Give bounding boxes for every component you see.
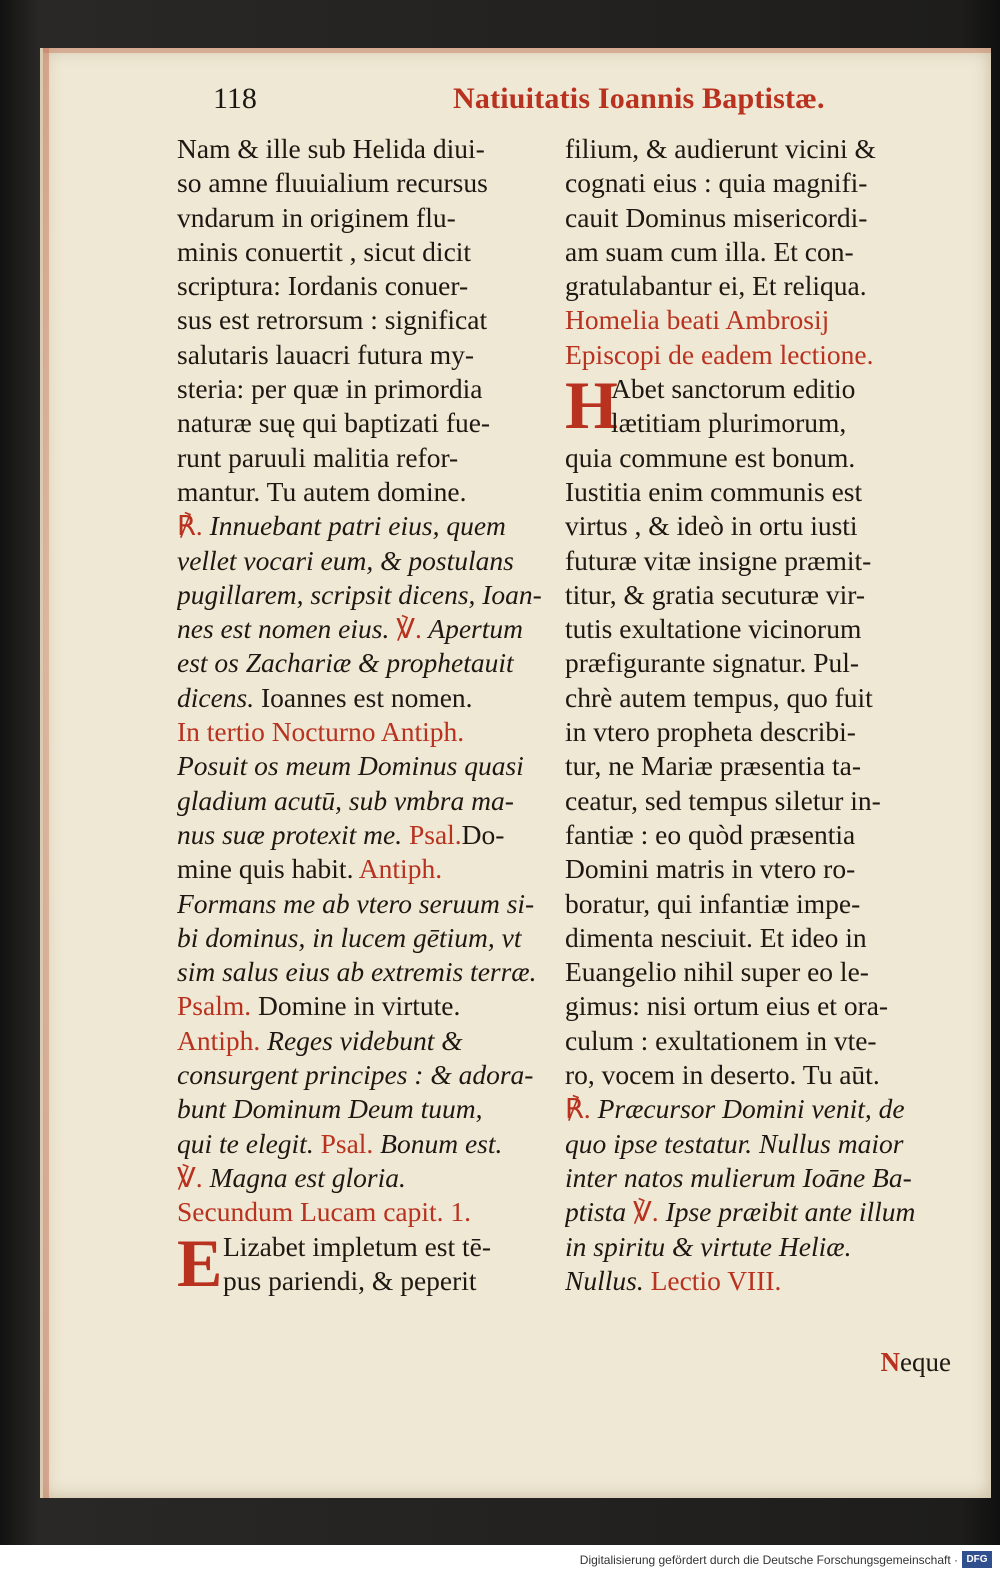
text-line	[177, 475, 549, 509]
line-text: Domine in virtute.	[251, 990, 461, 1022]
text-line	[177, 715, 549, 749]
text-line	[177, 201, 549, 235]
catchword	[881, 1347, 951, 1378]
text-line	[565, 1230, 945, 1264]
italic-text: Reges videbunt &	[260, 1024, 463, 1056]
line-text: minis conuertit , sicut dicit	[177, 235, 472, 267]
line-text: gratulabantur ei, Et reliqua.	[565, 270, 867, 302]
rubric: Psal.	[313, 1127, 374, 1159]
text-line	[565, 646, 945, 680]
line-text: cauit Dominus misericordi-	[565, 201, 868, 233]
line-text: Euangelio nihil super eo le-	[565, 956, 869, 988]
line-text: so amne fluuialium recursus	[177, 167, 488, 199]
left-text-column	[177, 132, 549, 1301]
text-line	[565, 989, 945, 1023]
text-line	[565, 441, 945, 475]
text-line	[177, 441, 549, 475]
italic-text: Formans me ab vtero seruum si-	[177, 887, 535, 919]
text-line	[565, 475, 945, 509]
italic-text: Nullus.	[565, 1264, 644, 1296]
line-text: in vtero propheta describi-	[565, 716, 856, 748]
line-text: gimus: nisi ortum eius et ora-	[565, 990, 889, 1022]
line-text: vndarum in originem flu-	[177, 201, 456, 233]
line-text: fantiæ : eo quòd præsentia	[565, 818, 856, 850]
line-text: præfigurante signatur. Pul-	[565, 647, 860, 679]
line-text: Nam & ille sub Helida diui-	[177, 133, 485, 164]
italic-text: pugillarem, scripsit dicens, Ioan-	[177, 578, 542, 610]
italic-text: bunt Dominum Deum tuum,	[177, 1093, 483, 1125]
right-text-column	[565, 132, 945, 1298]
italic-text: inter natos mulierum Ioāne Ba-	[565, 1161, 912, 1193]
text-line	[565, 887, 945, 921]
text-line	[565, 715, 945, 749]
text-line	[177, 646, 549, 680]
text-line: pus pariendi, & peperit	[223, 1264, 477, 1296]
text-line	[177, 681, 549, 715]
text-line	[177, 818, 549, 852]
line-text: naturæ suę qui baptizati fue-	[177, 407, 491, 439]
dfg-logo-icon: DFG	[962, 1551, 992, 1568]
rubric: Antiph.	[353, 853, 443, 885]
line-text: mantur. Tu autem domine.	[177, 475, 467, 507]
text-line	[565, 578, 945, 612]
text-line	[177, 303, 549, 337]
text-line	[565, 681, 945, 715]
italic-text: gladium acutū, sub vmbra ma-	[177, 784, 514, 816]
text-line	[565, 544, 945, 578]
italic-text: Præcursor Domini venit, de	[590, 1093, 905, 1125]
text-line	[177, 132, 549, 166]
italic-text: vellet vocari eum, & postulans	[177, 544, 514, 576]
italic-text: in spiritu & virtute Heliæ.	[565, 1230, 852, 1262]
italic-text: quo ipse testatur. Nullus maior	[565, 1127, 904, 1159]
initial-block	[565, 367, 945, 444]
text-line: lætitiam plurimorum,	[611, 407, 847, 439]
line-text: chrè autem tempus, quo fuit	[565, 681, 873, 713]
text-line	[565, 269, 945, 303]
line-text: titur, & gratia secuturæ vir-	[565, 578, 866, 610]
text-line	[177, 955, 549, 989]
line-text: ro, vocem in deserto. Tu aūt.	[565, 1059, 880, 1091]
catchword-rest: eque	[900, 1347, 951, 1377]
line-text: steria: per quæ in primordia	[177, 373, 483, 405]
text-line	[565, 1092, 945, 1126]
italic-text: bi dominus, in lucem gētium, vt	[177, 921, 522, 953]
text-line	[177, 544, 549, 578]
text-line	[565, 235, 945, 269]
line-text: mine quis habit.	[177, 853, 354, 885]
text-line	[177, 852, 549, 886]
text-line	[177, 406, 549, 440]
line-text: tutis exultatione vicinorum	[565, 613, 862, 645]
text-line	[565, 749, 945, 783]
book-page	[40, 48, 991, 1498]
text-line	[177, 372, 549, 406]
text-line	[565, 201, 945, 235]
text-line	[565, 1264, 945, 1298]
text-line	[565, 166, 945, 200]
line-text: Ioannes est nomen.	[254, 681, 473, 713]
text-line	[565, 338, 945, 372]
italic-text: Ipse præibit ante illum	[658, 1196, 916, 1228]
initial-block	[177, 1224, 549, 1301]
text-line	[177, 784, 549, 818]
text-line	[177, 338, 549, 372]
page-number: 118	[213, 82, 257, 115]
rubric: Episcopi de eadem lectione.	[565, 338, 874, 370]
line-text: am suam cum illa. Et con-	[565, 235, 854, 267]
text-line	[565, 784, 945, 818]
line-text: virtus , & ideò in ortu iusti	[565, 510, 858, 542]
text-line	[565, 921, 945, 955]
rubric: ℣.	[626, 1196, 659, 1228]
line-text: scriptura: Iordanis conuer-	[177, 270, 469, 302]
text-line	[565, 955, 945, 989]
digitization-footer	[0, 1545, 1000, 1575]
line-text: sus est retrorsum : significat	[177, 304, 488, 336]
italic-text: sim salus eius ab extremis terræ.	[177, 956, 537, 988]
decorated-initial: E	[177, 1224, 223, 1301]
text-line	[177, 989, 549, 1023]
rubric: ℟.	[177, 510, 203, 542]
text-line	[177, 1024, 549, 1058]
text-line	[565, 1058, 945, 1092]
rubric: ℟.	[565, 1093, 591, 1125]
italic-text: dicens.	[177, 681, 255, 713]
decorated-initial: H	[565, 367, 618, 444]
text-line	[177, 578, 549, 612]
rubric: ℣.	[389, 613, 422, 645]
line-text: Domini matris in vtero ro-	[565, 853, 856, 885]
text-line	[565, 612, 945, 646]
line-text: Iustitia enim communis est	[565, 475, 863, 507]
line-text: cognati eius : quia magnifi-	[565, 167, 868, 199]
line-text: salutaris lauacri futura my-	[177, 338, 475, 370]
italic-text: Bonum est.	[373, 1127, 503, 1159]
line-text: culum : exultationem in vte-	[565, 1024, 877, 1056]
red-page-top-edge	[43, 48, 991, 53]
text-line	[565, 818, 945, 852]
line-text: ceatur, sed tempus siletur in-	[565, 784, 881, 816]
text-line	[177, 1127, 549, 1161]
line-text: dimenta nesciuit. Et ideo in	[565, 921, 867, 953]
italic-text: consurgent principes : & adora-	[177, 1059, 534, 1091]
text-line	[177, 509, 549, 543]
italic-text: Magna est gloria.	[202, 1161, 406, 1193]
rubric: ℣.	[177, 1161, 203, 1193]
text-line	[565, 303, 945, 337]
line-text: runt paruuli malitia refor-	[177, 441, 459, 473]
italic-text: Posuit os meum Dominus quasi	[177, 750, 524, 782]
catchword-initial: N	[880, 1347, 901, 1377]
text-line: Lizabet impletum est tē-	[223, 1230, 492, 1262]
page-header	[213, 82, 973, 122]
text-line	[177, 612, 549, 646]
text-line	[177, 269, 549, 303]
rubric: Homelia beati Ambrosij	[565, 304, 830, 336]
text-line: Abet sanctorum editio	[611, 373, 856, 405]
italic-text: est os Zachariæ & prophetauit	[177, 647, 514, 679]
running-title: Natiuitatis Ioannis Baptistæ.	[453, 82, 825, 115]
rubric: Psal.	[402, 818, 462, 850]
italic-text: Apertum	[421, 613, 523, 645]
line-text: Do-	[461, 818, 505, 850]
text-line	[565, 132, 945, 166]
rubric: Secundum Lucam capit. 1.	[177, 1196, 472, 1228]
red-page-edge	[43, 48, 49, 1498]
text-line	[565, 509, 945, 543]
text-line	[177, 1058, 549, 1092]
rubric: In tertio Nocturno Antiph.	[177, 716, 465, 748]
rubric: Psalm.	[177, 990, 252, 1022]
line-text: boratur, qui infantiæ impe-	[565, 887, 861, 919]
rubric: Lectio VIII.	[643, 1264, 782, 1296]
text-line	[565, 1195, 945, 1229]
text-line	[177, 166, 549, 200]
text-line	[565, 852, 945, 886]
line-text: futuræ vitæ insigne præmit-	[565, 544, 872, 576]
text-line	[177, 921, 549, 955]
line-text: tur, ne Mariæ præsentia ta-	[565, 750, 861, 782]
italic-text: ptista	[565, 1196, 627, 1228]
text-line	[177, 749, 549, 783]
text-line	[177, 235, 549, 269]
line-text: quia commune est bonum.	[565, 441, 856, 473]
italic-text: nus suæ protexit me.	[177, 818, 403, 850]
text-line	[565, 1127, 945, 1161]
text-line	[177, 1195, 549, 1229]
italic-text: nes est nomen eius.	[177, 613, 390, 645]
funding-credit: Digitalisierung gefördert durch die Deutsche Forschungsgemeinschaft ·	[579, 1553, 958, 1567]
line-text: filium, & audierunt vicini &	[565, 133, 876, 164]
italic-text: qui te elegit.	[177, 1127, 314, 1159]
italic-text: Innuebant patri eius, quem	[202, 510, 506, 542]
text-line	[565, 1024, 945, 1058]
text-line	[177, 887, 549, 921]
rubric: Antiph.	[177, 1024, 261, 1056]
text-line	[177, 1161, 549, 1195]
text-line	[565, 1161, 945, 1195]
text-line	[177, 1092, 549, 1126]
